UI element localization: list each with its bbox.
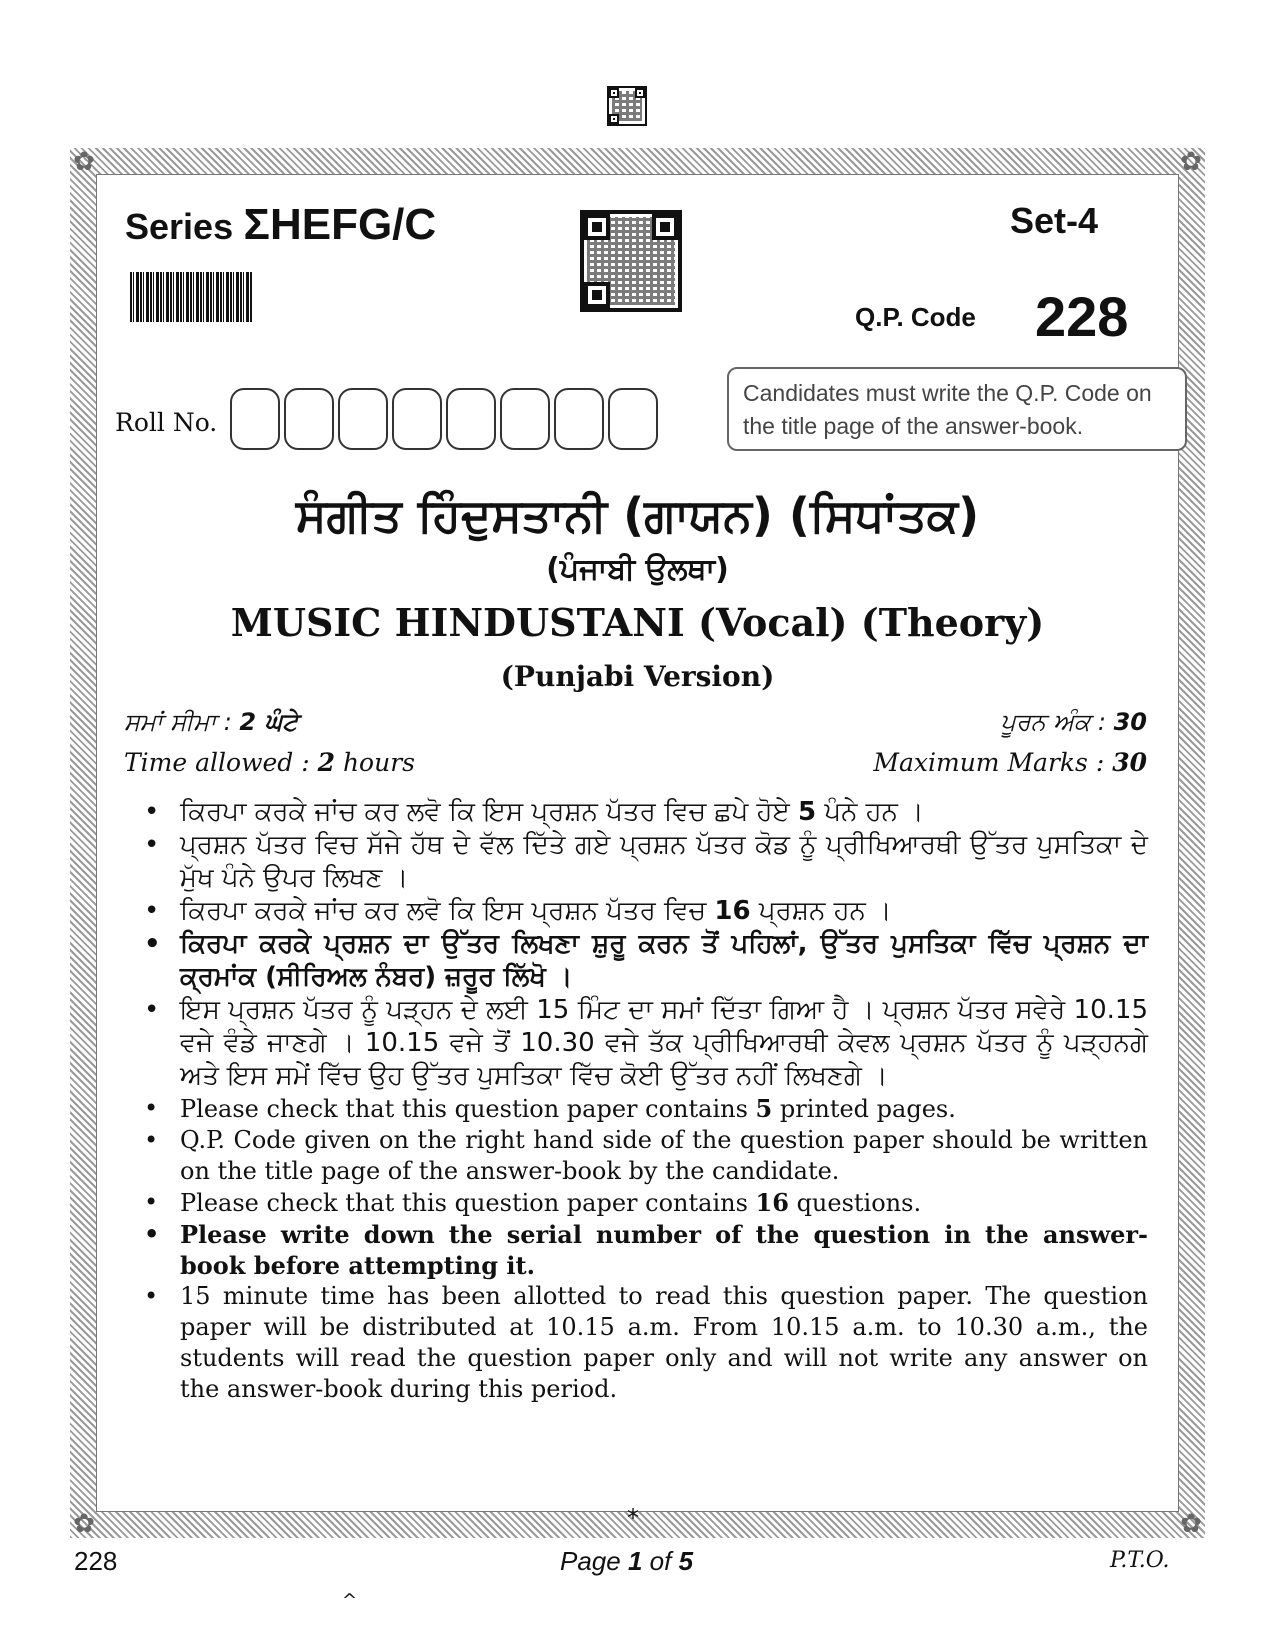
roll-no-box — [446, 388, 496, 450]
instruction-en-reading-time: • 15 minute time has been allotted to read this question paper. The question paper will be distributed at 10.15 a.m. From 10.15 a.m. to 10.30 a.m., the students will read the question paper only and will not write any answer on the answer-book during this period. — [140, 1281, 1148, 1405]
punjabi-time-allowed: ਸਮਾਂ ਸੀਮਾ : 2 ਘੰਟੇ — [124, 708, 298, 736]
set-number: Set-4 — [1010, 200, 1099, 241]
instruction-en-pages: • Please check that this question paper contains 5 printed pages. — [140, 1093, 1148, 1125]
roll-no-box — [230, 388, 280, 450]
punjabi-maximum-marks: ਪੂਰਨ ਅੰਕ : 30 — [1000, 708, 1147, 736]
roll-no-box — [554, 388, 604, 450]
page-number: Page 1 of 5 — [560, 1546, 694, 1576]
instructions-list — [140, 796, 1148, 1405]
main-qr-code — [580, 210, 682, 312]
english-subtitle: (Punjabi Version) — [500, 660, 775, 693]
barcode — [130, 272, 252, 322]
caret-mark: ^ — [342, 1590, 358, 1611]
roll-no-box — [500, 388, 550, 450]
top-qr-code — [607, 86, 647, 126]
punjabi-time-marks-row — [124, 708, 1147, 736]
pto-label: P.T.O. — [1110, 1548, 1170, 1573]
roll-no-label: Roll No. — [115, 408, 218, 437]
instruction-en-questions: • Please check that this question paper contains 16 questions. — [140, 1187, 1148, 1219]
corner-ornament-icon: ✿ — [1180, 147, 1202, 177]
corner-ornament-icon: ✿ — [73, 147, 95, 177]
corner-ornament-icon: ✿ — [1180, 1509, 1202, 1539]
english-time-marks-row — [124, 748, 1147, 777]
series-code: ΣHEFG/C — [243, 200, 437, 249]
english-title: MUSIC HINDUSTANI (Vocal) (Theory) — [230, 600, 1045, 645]
punjabi-title: ਸੰਗੀਤ ਹਿੰਦੁਸਤਾਨੀ (ਗਾਯਨ) (ਸਿਧਾਂਤਕ) — [295, 488, 980, 542]
corner-ornament-icon: ✿ — [73, 1509, 95, 1539]
asterisk-mark: * — [627, 1504, 639, 1532]
instruction-en-serial-number: • Please write down the serial number of the question in the answer-book before attempting it. — [140, 1219, 1148, 1281]
instruction-pa-qp-code: • ਪ੍ਰਸ਼ਨ ਪੱਤਰ ਵਿਚ ਸੱਜੇ ਹੱਥ ਦੇ ਵੱਲ ਦਿੱਤੇ ਗਏ ਪ੍ਰਸ਼ਨ ਪੱਤਰ ਕੋਡ ਨੂੰ ਪ੍ਰੀਖਿਆਰਥੀ ਉੱਤਰ ਪੁਸਤਿਕਾ ਦੇ ਮੁੱਖ ਪੰਨੇ ਉਪਰ ਲਿਖਣ । — [140, 829, 1148, 895]
time-allowed: Time allowed : 2 hours — [124, 748, 415, 777]
qp-code-notice: Candidates must write the Q.P. Code on the title page of the answer-book. — [727, 367, 1187, 451]
series-label: Series — [125, 206, 234, 247]
roll-no-box — [392, 388, 442, 450]
roll-no-boxes — [230, 388, 658, 450]
instruction-pa-serial-number: • ਕਿਰਪਾ ਕਰਕੇ ਪ੍ਰਸ਼ਨ ਦਾ ਉੱਤਰ ਲਿਖਣਾ ਸ਼ੁਰੂ ਕਰਨ ਤੋਂ ਪਹਿਲਾਂ, ਉੱਤਰ ਪੁਸਤਿਕਾ ਵਿੱਚ ਪ੍ਰਸ਼ਨ ਦਾ ਕ੍ਰਮਾਂਕ (ਸੀਰਿਅਲ ਨੰਬਰ) ਜ਼ਰੂਰ ਲਿੱਖੋ । — [140, 928, 1148, 994]
qp-code-value: 228 — [1035, 285, 1129, 348]
roll-no-box — [338, 388, 388, 450]
qp-code-label: Q.P. Code — [855, 302, 976, 332]
punjabi-subtitle: (ਪੰਜਾਬੀ ਉਲਥਾ) — [546, 552, 729, 587]
instruction-pa-reading-time: • ਇਸ ਪ੍ਰਸ਼ਨ ਪੱਤਰ ਨੂੰ ਪੜ੍ਹਨ ਦੇ ਲਈ 15 ਮਿੰਟ ਦਾ ਸਮਾਂ ਦਿੱਤਾ ਗਿਆ ਹੈ । ਪ੍ਰਸ਼ਨ ਪੱਤਰ ਸਵੇਰੇ 10.15 ਵਜੇ ਵੰਡੇ ਜਾਣਗੇ । 10.15 ਵਜੇ ਤੋਂ 10.30 ਵਜੇ ਤੱਕ ਪ੍ਰੀਖਿਆਰਥੀ ਕੇਵਲ ਪ੍ਰਸ਼ਨ ਪੱਤਰ ਨੂੰ ਪੜ੍ਹਨਗੇ ਅਤੇ ਇਸ ਸਮੇਂ ਵਿੱਚ ਉਹ ਉੱਤਰ ਪੁਸਤਿਕਾ ਵਿੱਚ ਕੋਈ ਉੱਤਰ ਨਹੀਂ ਲਿਖਣਗੇ । — [140, 994, 1148, 1093]
instruction-en-qp-code: • Q.P. Code given on the right hand side of the question paper should be written on the title page of the answer-book by the candidate. — [140, 1125, 1148, 1187]
footer-qp-code: 228 — [74, 1546, 118, 1576]
roll-no-box — [608, 388, 658, 450]
series-heading — [125, 200, 436, 250]
maximum-marks: Maximum Marks : 30 — [873, 748, 1147, 777]
instruction-pa-pages: • ਕਿਰਪਾ ਕਰਕੇ ਜਾਂਚ ਕਰ ਲਵੋ ਕਿ ਇਸ ਪ੍ਰਸ਼ਨ ਪੱਤਰ ਵਿਚ ਛਪੇ ਹੋਏ 5 ਪੰਨੇ ਹਨ । — [140, 796, 1148, 829]
instruction-pa-questions: • ਕਿਰਪਾ ਕਰਕੇ ਜਾਂਚ ਕਰ ਲਵੋ ਕਿ ਇਸ ਪ੍ਰਸ਼ਨ ਪੱਤਰ ਵਿਚ 16 ਪ੍ਰਸ਼ਨ ਹਨ । — [140, 895, 1148, 928]
roll-no-box — [284, 388, 334, 450]
